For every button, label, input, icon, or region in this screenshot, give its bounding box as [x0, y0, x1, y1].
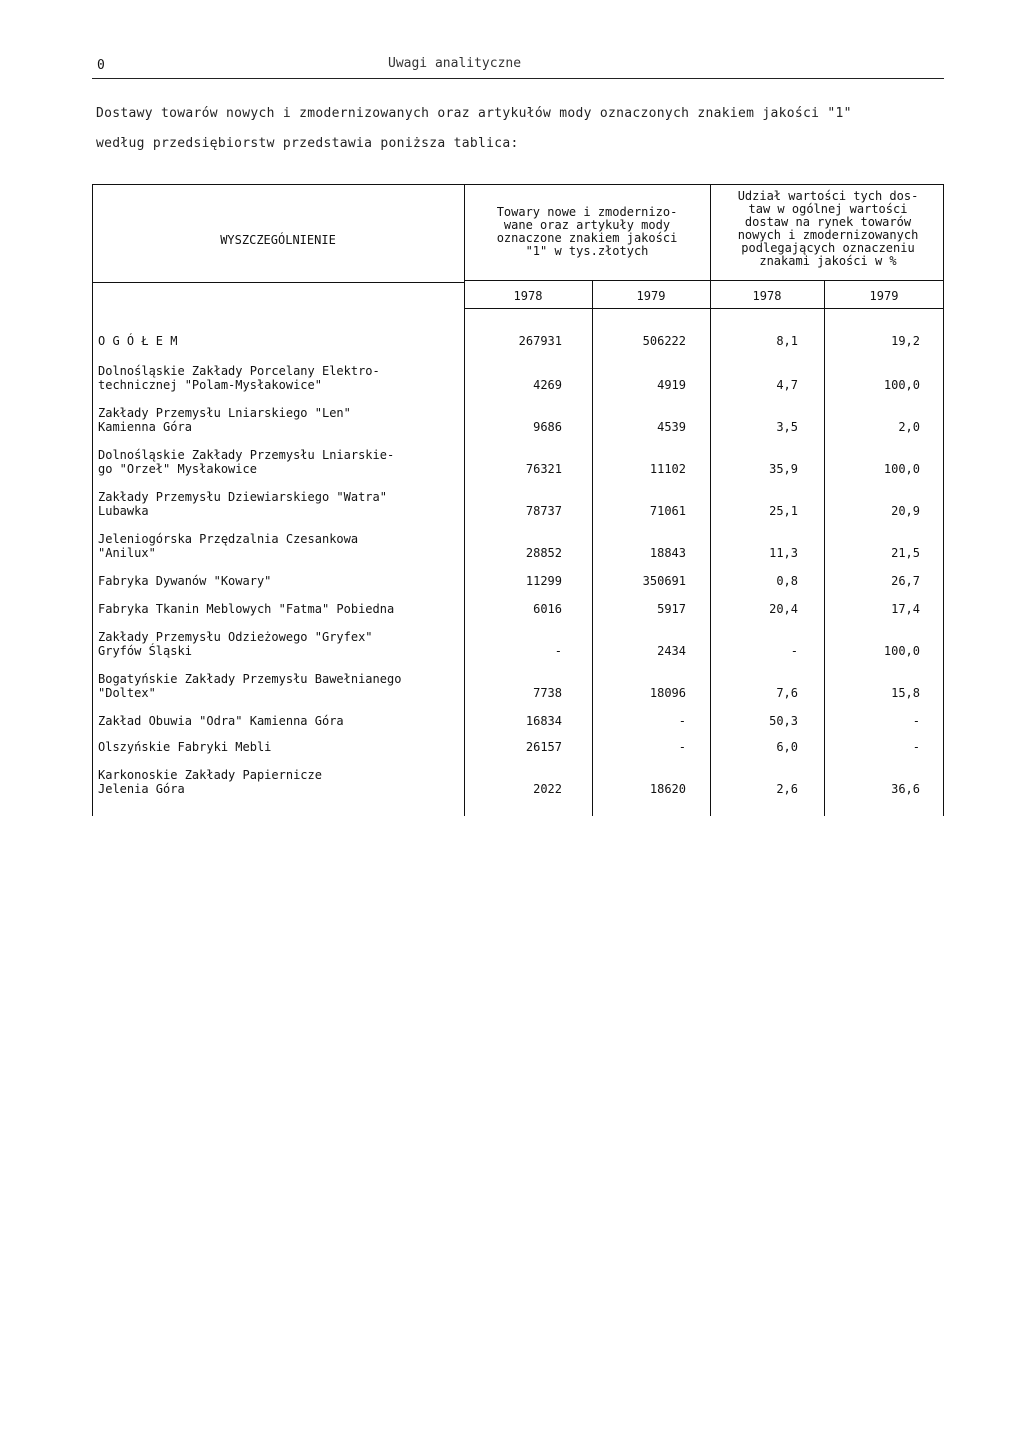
cell-v1979: 11102 [649, 462, 686, 476]
cell-v1979: 18096 [649, 686, 686, 700]
cell-v1979: 5917 [657, 602, 686, 616]
cell-p1979: 20,9 [891, 504, 920, 518]
header-description: WYSZCZEGÓLNIENIE [220, 233, 336, 247]
row-label: Olszyńskie Fabryki Mebli [98, 740, 272, 754]
row-label: Zakłady Przemysłu Lniarskiego "Len" Kamienna Góra [98, 406, 351, 434]
cell-p1978: 11,3 [769, 546, 798, 560]
cell-p1979: 36,6 [891, 782, 920, 796]
cell-v1978: 26157 [525, 740, 562, 754]
cell-v1979: 506222 [642, 334, 686, 348]
cell-p1979: 100,0 [883, 644, 920, 658]
row-label: Bogatyńskie Zakłady Przemysłu Bawełnianego "Doltex" [98, 672, 402, 700]
header-value-thousand-zloty: Towary nowe i zmodernizo- wane oraz artykuły mody oznaczone znakiem jakości "1" w tys.złotych [496, 205, 678, 258]
row-label: O G Ó Ł E M [98, 334, 178, 348]
data-table [92, 184, 944, 816]
cell-p1979: 100,0 [883, 378, 920, 392]
cell-v1978: 7738 [533, 686, 562, 700]
row-label: Fabryka Tkanin Meblowych "Fatma" Pobiedna [98, 602, 395, 616]
cell-v1978: 11299 [525, 574, 562, 588]
intro-line-1: Dostawy towarów nowych i zmodernizowanych oraz artykułów mody oznaczonych znakiem jakości "1" [96, 106, 852, 121]
year-1978-share: 1978 [752, 289, 782, 303]
page-number: 0 [97, 58, 105, 73]
cell-p1978: 4,7 [776, 378, 798, 392]
cell-v1979: 350691 [642, 574, 686, 588]
cell-v1978: - [554, 644, 562, 658]
cell-v1978: 16834 [525, 714, 562, 728]
cell-v1978: 76321 [525, 462, 562, 476]
cell-p1978: 3,5 [776, 420, 798, 434]
row-label: Fabryka Dywanów "Kowary" [98, 574, 272, 588]
cell-v1979: 4919 [657, 378, 686, 392]
page-title: Uwagi analityczne [388, 56, 522, 71]
cell-p1978: 25,1 [769, 504, 798, 518]
cell-v1978: 9686 [533, 420, 562, 434]
cell-v1979: 2434 [657, 644, 686, 658]
cell-p1978: 2,6 [776, 782, 798, 796]
cell-v1978: 2022 [533, 782, 562, 796]
cell-p1979: - [912, 714, 920, 728]
header-divider [92, 78, 944, 79]
cell-p1979: - [912, 740, 920, 754]
year-1979-share: 1979 [869, 289, 899, 303]
header-share-percent: Udział wartości tych dos- taw w ogólnej wartości dostaw na rynek towarów nowych i zmodernizowanych podlegających oznaczeniu znakami jakości w % [737, 189, 919, 268]
cell-v1978: 4269 [533, 378, 562, 392]
cell-v1979: 18843 [649, 546, 686, 560]
cell-v1978: 6016 [533, 602, 562, 616]
cell-p1979: 100,0 [883, 462, 920, 476]
row-label: Dolnośląskie Zakłady Przemysłu Lniarskie- go "Orzeł" Mysłakowice [98, 448, 395, 476]
cell-v1979: 71061 [649, 504, 686, 518]
year-1979-value: 1979 [636, 289, 666, 303]
row-label: Zakłady Przemysłu Odzieżowego "Gryfex" Gryfów Śląski [98, 630, 373, 658]
intro-line-2: według przedsiębiorstw przedstawia poniższa tablica: [96, 136, 519, 151]
cell-v1978: 78737 [525, 504, 562, 518]
row-label: Jeleniogórska Przędzalnia Czesankowa "Anilux" [98, 532, 359, 560]
row-label: Dolnośląskie Zakłady Porcelany Elektro- technicznej "Polam-Mysłakowice" [98, 364, 380, 392]
cell-v1979: 18620 [649, 782, 686, 796]
cell-p1978: 20,4 [769, 602, 798, 616]
cell-p1979: 21,5 [891, 546, 920, 560]
cell-p1978: 50,3 [769, 714, 798, 728]
cell-v1979: - [678, 714, 686, 728]
cell-p1978: 8,1 [776, 334, 798, 348]
cell-p1979: 2,0 [898, 420, 920, 434]
cell-p1978: 6,0 [776, 740, 798, 754]
row-label: Karkonoskie Zakłady Papiernicze Jelenia Góra [98, 768, 322, 796]
cell-p1979: 26,7 [891, 574, 920, 588]
cell-p1978: 7,6 [776, 686, 798, 700]
cell-v1978: 267931 [518, 334, 562, 348]
cell-p1979: 15,8 [891, 686, 920, 700]
cell-v1978: 28852 [525, 546, 562, 560]
row-label: Zakłady Przemysłu Dziewiarskiego "Watra" Lubawka [98, 490, 387, 518]
cell-p1979: 19,2 [891, 334, 920, 348]
cell-p1978: 0,8 [776, 574, 798, 588]
cell-v1979: 4539 [657, 420, 686, 434]
cell-v1979: - [678, 740, 686, 754]
row-label: Zakład Obuwia "Odra" Kamienna Góra [98, 714, 344, 728]
cell-p1978: - [790, 644, 798, 658]
cell-p1978: 35,9 [769, 462, 798, 476]
cell-p1979: 17,4 [891, 602, 920, 616]
year-1978-value: 1978 [513, 289, 543, 303]
